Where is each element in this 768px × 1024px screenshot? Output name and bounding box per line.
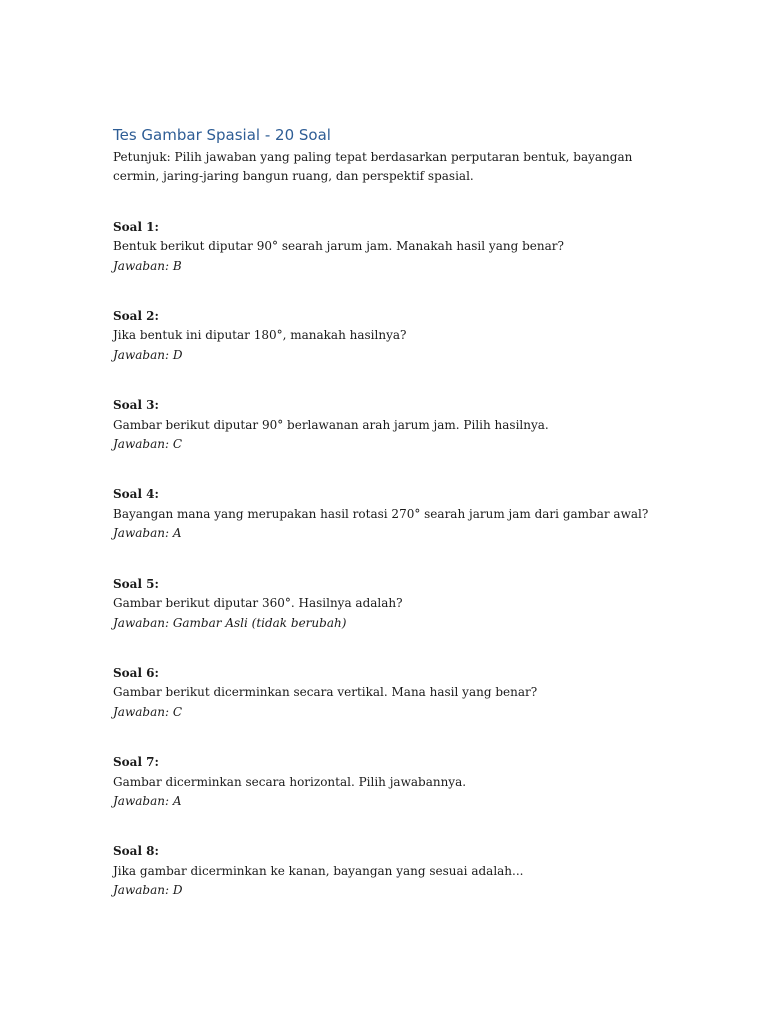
question-list bbox=[113, 218, 673, 901]
question-text: Jika bentuk ini diputar 180°, manakah hasilnya? bbox=[113, 328, 407, 343]
question-answer: Jawaban: Gambar Asli (tidak berubah) bbox=[113, 615, 347, 630]
question-item bbox=[113, 664, 673, 722]
question-answer: Jawaban: A bbox=[113, 793, 182, 808]
question-text: Gambar berikut diputar 90° berlawanan arah jarum jam. Pilih hasilnya. bbox=[113, 417, 549, 432]
question-answer: Jawaban: B bbox=[113, 258, 182, 273]
question-text: Bayangan mana yang merupakan hasil rotasi 270° searah jarum jam dari gambar awal? bbox=[113, 506, 649, 521]
document-title: Tes Gambar Spasial - 20 Soal bbox=[113, 126, 331, 144]
question-text: Gambar dicerminkan secara horizontal. Pilih jawabannya. bbox=[113, 774, 467, 789]
question-label: Soal 4: bbox=[113, 487, 159, 502]
question-label: Soal 8: bbox=[113, 844, 159, 859]
instructions-paragraph: Petunjuk: Pilih jawaban yang paling tepat berdasarkan perputaran bentuk, bayangan cermin, jaring-jaring bangun ruang, dan perspektif spasial. bbox=[113, 150, 633, 184]
question-text: Gambar berikut dicerminkan secara vertikal. Mana hasil yang benar? bbox=[113, 685, 538, 700]
question-item bbox=[113, 753, 673, 811]
question-label: Soal 5: bbox=[113, 576, 159, 591]
question-label: Soal 2: bbox=[113, 309, 159, 324]
question-label: Soal 3: bbox=[113, 398, 159, 413]
question-item bbox=[113, 842, 673, 900]
question-answer: Jawaban: C bbox=[113, 704, 182, 719]
question-text: Bentuk berikut diputar 90° searah jarum jam. Manakah hasil yang benar? bbox=[113, 239, 564, 254]
question-item bbox=[113, 396, 673, 454]
question-item bbox=[113, 307, 673, 365]
question-answer: Jawaban: C bbox=[113, 437, 182, 452]
question-label: Soal 7: bbox=[113, 755, 159, 770]
question-item bbox=[113, 575, 673, 633]
question-label: Soal 6: bbox=[113, 665, 159, 680]
document-page bbox=[113, 124, 673, 932]
question-item bbox=[113, 485, 673, 543]
question-answer: Jawaban: D bbox=[113, 883, 183, 898]
question-item bbox=[113, 218, 673, 276]
question-answer: Jawaban: D bbox=[113, 347, 183, 362]
question-label: Soal 1: bbox=[113, 219, 159, 234]
question-text: Jika gambar dicerminkan ke kanan, bayangan yang sesuai adalah... bbox=[113, 863, 524, 878]
question-text: Gambar berikut diputar 360°. Hasilnya adalah? bbox=[113, 596, 403, 611]
question-answer: Jawaban: A bbox=[113, 526, 182, 541]
